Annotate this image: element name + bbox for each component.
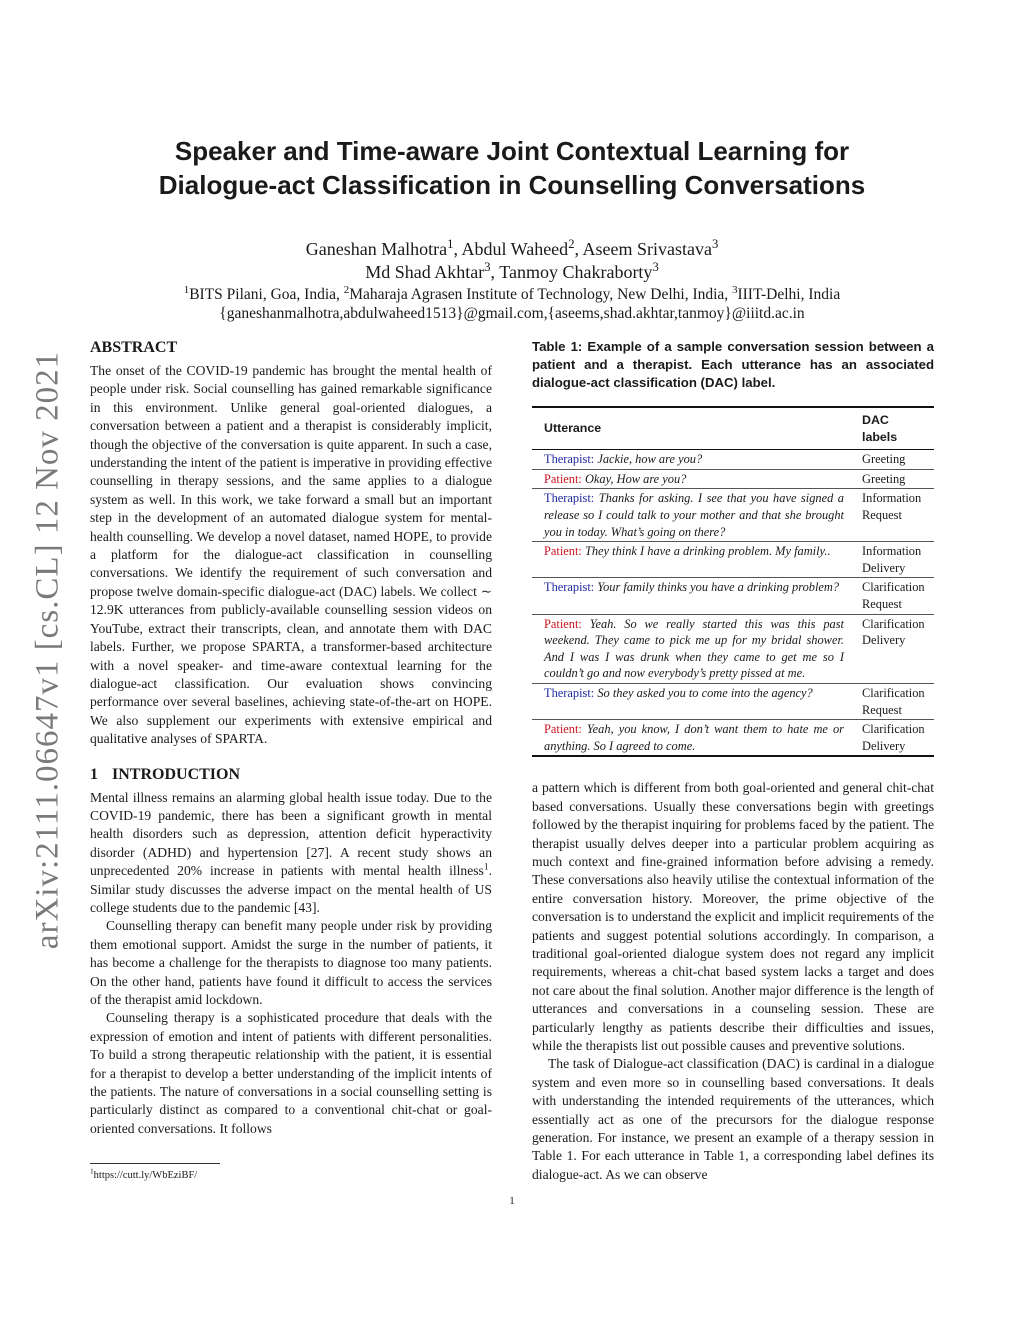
footnote-ref: 1 — [483, 862, 489, 873]
speaker-label: Therapist: — [544, 452, 595, 467]
table-row — [532, 720, 934, 757]
arxiv-stamp — [28, 350, 68, 950]
intro-paragraph-1 — [90, 789, 492, 918]
utterance-cell — [532, 489, 850, 542]
intro-heading — [90, 765, 492, 785]
dac-label-cell: Greeting — [850, 450, 934, 470]
abstract-text: The onset of the COVID-19 pandemic has brought the mental health of people under risk. Social counselling has gained remarkable significance in this environment. Unlike general goal-oriented dialogues, a conversation between a patient and a therapist is considerably implicit, though the objective of the conversation is quite apparent. In such a case, understanding the intent of the patient is imperative in providing effective counselling in therapy sessions, and the same applies to a dialogue system as well. In this work, we take forward a small but an important step in the development of an automated dialogue system for mental-health counselling. We develop a novel dataset, named HOPE, to provide a platform for the dialogue-act classification in counselling conversations. We identify the requirement of such conversation and propose twelve domain-specific dialogue-act (DAC) labels. We collect ∼ 12.9K utterances from publicly-available counselling session videos on YouTube, extract their transcripts, clean, and annotate them with DAC labels. Further, we propose SPARTA, a transformer-based architecture with a novel speaker- and time-aware contextual learning for the dialogue-act classification. Our evaluation shows convincing performance over several baselines, achieving state-of-the-art on HOPE. We also supplement our experiments with extensive empirical and qualitative analyses of SPARTA. — [90, 363, 492, 747]
affiliation-line — [110, 285, 914, 304]
right-paragraph-1: a pattern which is different from both goal-oriented and general chit-chat based conversations. Usually these conversations begin with greetings followed by the therapist inquiring for problems faced by the patient. The therapist usually delves deeper into a particular problem acquiring as much context and fine-grained information before advising a remedy. These conversations also heavily utilise the contextual information of the entire conversation history. Moreover, the prime objective of the conversation is to understand the explicit and implicit requirements of the patients and suggest potential solutions accordingly. In comparison, a traditional goal-oriented dialogue system does not regard any implicit requirements, whereas a chit-chat based system lacks a target and does not care about the final solution. Another major difference is the length of utterances and conversations in a counseling session. These are particularly lengthy as patients describe their difficulties and issues, while the therapists list out possible causes and preventive solutions. — [532, 780, 934, 1053]
speaker-label: Therapist: — [544, 491, 595, 506]
right-paragraph-2: The task of Dialogue-act classification (DAC) is cardinal in a dialogue system and even more so in counselling based conversations. It deals with understanding the intended requirements of the utterances, which essentially act as one of the precursors for the dialogue response generation. For instance, we present an example of a therapy session in Table 1. For each utterance in Table 1, a corresponding label defines its dialogue-act. As we can observe — [532, 1056, 934, 1182]
utterance-text: They think I have a drinking problem. My family.. — [584, 544, 831, 559]
table-row — [532, 542, 934, 578]
dac-label-cell: Clarification Request — [850, 578, 934, 614]
author-affil-sup: 1 — [447, 237, 454, 251]
affil-sup: 1 — [183, 283, 190, 296]
utterance-cell — [532, 542, 850, 578]
speaker-label: Therapist: — [544, 685, 595, 700]
table-row — [532, 578, 934, 614]
intro-p1-text-cont: . Similar study discusses the adverse impact on the mental health of US college students due to the pandemic [43]. — [90, 863, 492, 915]
table-row — [532, 683, 934, 719]
dac-example-table — [532, 406, 934, 757]
utterance-cell — [532, 469, 850, 489]
section-number: 1 — [90, 765, 98, 783]
author-name: Tanmoy Chakraborty — [499, 262, 653, 282]
arxiv-stamp-text: arXiv:2111.06647v1 [cs.CL] 12 Nov 2021 — [29, 350, 66, 950]
utterance-text: Thanks for asking. I see that you have signed a release so I could talk to your mother and that she brought you in today. What’s going on there? — [544, 491, 844, 539]
table-row — [532, 489, 934, 542]
table-caption: Table 1: Example of a sample conversation session between a patient and a therapist. Each utterance has an associated dialogue-act classification (DAC) label. — [532, 339, 934, 390]
author-name: Aseem Srivastava — [582, 239, 712, 259]
table-header-row — [532, 407, 934, 450]
table-row — [532, 469, 934, 489]
speaker-label: Therapist: — [544, 580, 595, 595]
author-list — [110, 238, 914, 284]
speaker-label: Patient: — [544, 722, 582, 737]
title-line-1: Speaker and Time-aware Joint Contextual Learning for — [174, 136, 850, 166]
author-name: Ganeshan Malhotra — [305, 239, 448, 259]
author-affil-sup: 3 — [652, 260, 659, 274]
utterance-text: Yeah. So we really started this was this past weekend. They came to pick me up for my bridal shower. And I was I was drunk when they came to get me so I couldn’t go and now everybody’s pretty pissed at me. — [544, 616, 844, 681]
abstract-heading: ABSTRACT — [90, 339, 178, 356]
author-line-1: Ganeshan Malhotra$^1$, Abdul Waheed$^2$, Aseem Srivastava$^3$ — [305, 237, 719, 259]
intro-paragraph-3: Counseling therapy is a sophisticated procedure that deals with the expression of emotion and intent of patients with different personalities. To build a strong therapeutic relationship with the patient, it is essential for a therapist to develop a better understanding of the implicit intents of the patients. The nature of conversations in a social counselling setting is particularly distinct as compared to a conventional chit-chat or goal-oriented conversations. It follows — [90, 1010, 492, 1136]
table-body — [532, 450, 934, 757]
dac-label-cell: Clarification Request — [850, 683, 934, 719]
utterance-cell — [532, 614, 850, 683]
right-column — [532, 338, 934, 1184]
author-affil-sup: 3 — [484, 260, 491, 274]
speaker-label: Patient: — [544, 544, 582, 559]
footnote-link[interactable]: https://cutt.ly/WbEziBF/ — [93, 1170, 198, 1181]
utterance-text: Jackie, how are you? — [597, 452, 703, 467]
dac-label-cell: Greeting — [850, 469, 934, 489]
affil-text: IIIT-Delhi, India — [737, 286, 841, 303]
speaker-label: Patient: — [544, 616, 582, 631]
author-name: Abdul Waheed — [461, 239, 569, 259]
title-line-2: Dialogue-act Classification in Counselling Conversations — [158, 170, 866, 200]
utterance-text: So they asked you to come into the agency? — [597, 685, 813, 700]
utterance-text: Your family thinks you have a drinking problem? — [597, 580, 840, 595]
utterance-cell — [532, 578, 850, 614]
author-name: Md Shad Akhtar — [365, 262, 485, 282]
affil-text: Maharaja Agrasen Institute of Technology, New Delhi, India, — [349, 286, 733, 303]
table-row — [532, 450, 934, 470]
left-column — [90, 338, 492, 1138]
intro-p1-text: Mental illness remains an alarming global health issue today. Due to the COVID-19 pandemic, there has been a significant growth in mental health disorders such as depression, attention deficit hyperactivity disorder (ADHD) and hypertension [27]. A recent study shows an unprecedented 20% increase in patients with mental health illness — [90, 789, 492, 879]
table-row — [532, 614, 934, 683]
utterance-text: Yeah, you know, I don’t want them to hate me or anything. So I agreed to come. — [544, 722, 844, 753]
affil-sup: 2 — [343, 283, 350, 296]
speaker-label: Patient: — [544, 471, 582, 486]
affiliations — [110, 285, 914, 323]
col-header-dac-labels: DAC labels — [850, 407, 934, 450]
dac-label-cell: Clarification Delivery — [850, 614, 934, 683]
author-line-2: Md Shad Akhtar$^3$, Tanmoy Chakraborty$^3$ — [365, 260, 659, 282]
footnote-rule — [90, 1163, 220, 1164]
affil-text: BITS Pilani, Goa, India, — [189, 286, 344, 303]
author-affil-sup: 2 — [568, 237, 575, 251]
utterance-text: Okay, How are you? — [584, 471, 687, 486]
section-title: INTRODUCTION — [112, 765, 241, 783]
col-header-utterance: Utterance — [532, 407, 850, 450]
paper-title — [110, 134, 914, 202]
affil-sup: 3 — [732, 283, 738, 296]
dac-label-cell: Information Request — [850, 489, 934, 542]
footnote-sup: 1 — [90, 1166, 94, 1176]
utterance-cell — [532, 683, 850, 719]
utterance-cell — [532, 450, 850, 470]
intro-paragraph-2: Counselling therapy can benefit many people under risk by providing them emotional support. Amidst the surge in the number of patients, it has become a challenge for the therapists to diagnose too many patients. On the other hand, patients have found it difficult to access the services of the therapist amid lockdown. — [90, 918, 492, 1007]
author-affil-sup: 3 — [711, 237, 719, 251]
page-number: 1 — [509, 1195, 515, 1207]
author-emails: {ganeshanmalhotra,abdulwaheed1513}@gmail.com,{aseems,shad.akhtar,tanmoy}@iiitd.ac.in — [219, 305, 805, 322]
utterance-cell — [532, 720, 850, 757]
dac-label-cell: Clarification Delivery — [850, 720, 934, 757]
footnote — [90, 1163, 492, 1181]
dac-label-cell: Information Delivery — [850, 542, 934, 578]
